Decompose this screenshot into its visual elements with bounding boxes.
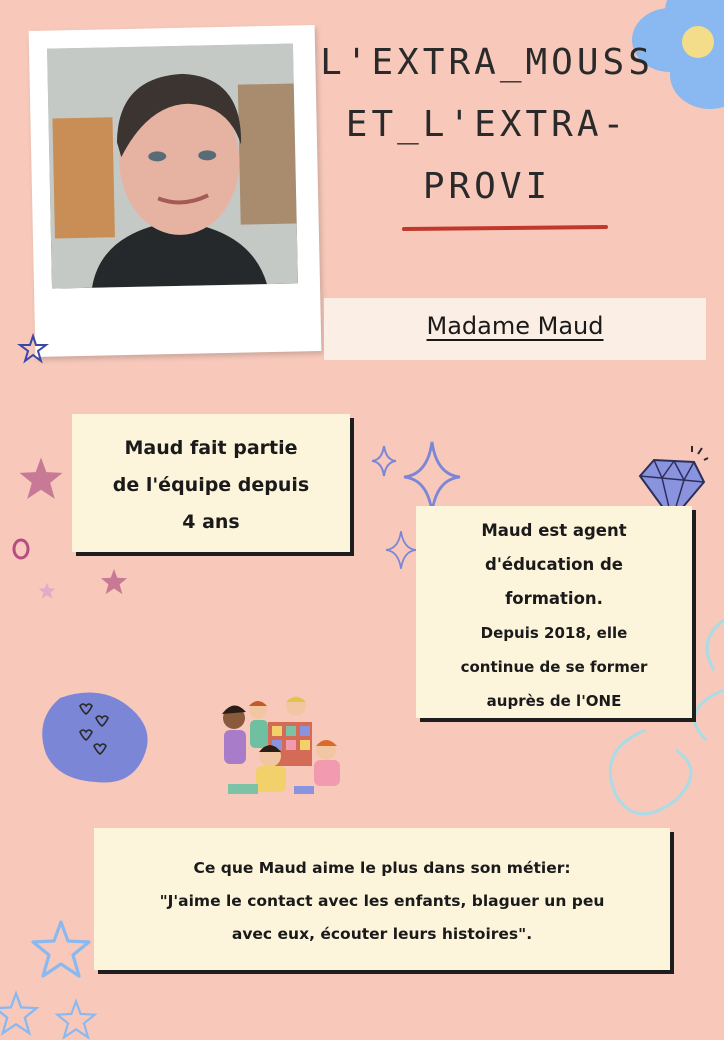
title-line-2: ET_L'EXTRA- bbox=[345, 104, 629, 145]
circle-doodle-icon bbox=[10, 538, 32, 560]
star-icon bbox=[30, 920, 92, 980]
polaroid-frame bbox=[29, 25, 322, 357]
title-underline bbox=[402, 225, 608, 231]
card-text: formation. bbox=[505, 589, 603, 608]
info-card-tenure bbox=[72, 414, 350, 552]
page-title bbox=[292, 32, 682, 218]
title-line-1: L'EXTRA_MOUSS bbox=[320, 42, 654, 83]
card-quote-text: avec eux, écouter leurs histoires". bbox=[231, 925, 533, 943]
portrait-photo bbox=[47, 43, 298, 288]
card-text: Depuis 2018, elle bbox=[480, 624, 628, 642]
sparkle-icon bbox=[402, 442, 462, 512]
card-text: Maud est agent bbox=[481, 521, 627, 540]
info-card-quote bbox=[94, 828, 670, 970]
card-text: Ce que Maud aime le plus dans son métier: bbox=[193, 859, 571, 877]
sparkle-icon bbox=[372, 446, 396, 476]
card-text: Maud fait partie bbox=[124, 437, 298, 459]
star-icon bbox=[18, 334, 48, 364]
card-text: auprès de l'ONE bbox=[486, 692, 622, 710]
person-name: Madame Maud bbox=[426, 312, 604, 340]
info-card-role bbox=[416, 506, 692, 718]
card-text: 4 ans bbox=[182, 511, 240, 533]
star-icon bbox=[18, 456, 64, 502]
sparkle-icon bbox=[386, 522, 416, 578]
star-icon bbox=[56, 1000, 96, 1040]
star-icon bbox=[38, 582, 56, 600]
title-line-3: PROVI bbox=[422, 166, 552, 207]
star-icon bbox=[0, 992, 38, 1036]
card-text: continue de se former bbox=[460, 658, 648, 676]
card-quote-text: "J'aime le contact avec les enfants, blaguer un peu bbox=[159, 892, 605, 910]
children-illustration bbox=[210, 694, 350, 802]
heart-blob-icon bbox=[40, 690, 152, 786]
card-text: de l'équipe depuis bbox=[112, 474, 310, 496]
star-icon bbox=[100, 568, 128, 596]
card-text: d'éducation de bbox=[485, 555, 623, 574]
